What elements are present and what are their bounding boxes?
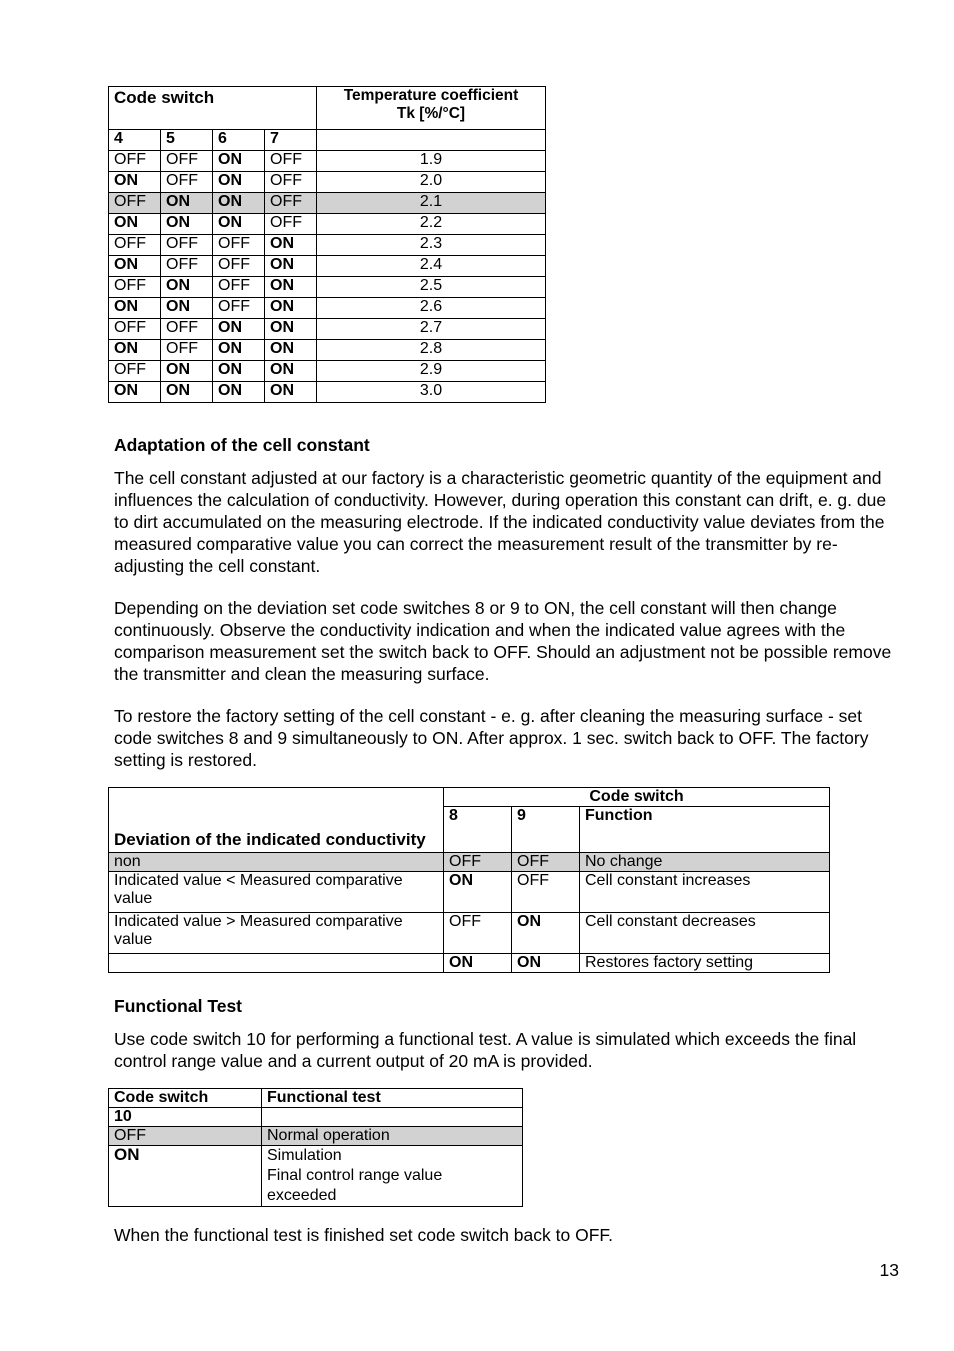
tk-value: 2.6 bbox=[317, 298, 546, 319]
header-code-switch: Code switch bbox=[109, 87, 317, 130]
switch-state: OFF bbox=[109, 151, 161, 172]
switch-state: OFF bbox=[265, 172, 317, 193]
switch-state: ON bbox=[161, 277, 213, 298]
header-switch-9: 9 bbox=[512, 807, 580, 853]
cell-constant-paragraph-1: The cell constant adjusted at our factory is a characteristic geometric quantity of the equipment and influences the calculation of conductivity. However, during operation this constant can drift, e. g. due to dirt accumulated on the measuring electrode. If the indicated conductivity value deviates from the measured comparative value you can correct the measurement result of the transmitter by re-adjusting the cell constant. bbox=[114, 468, 887, 576]
switch-8-state: OFF bbox=[444, 853, 512, 872]
table-row bbox=[109, 193, 546, 214]
header-function: Function bbox=[580, 807, 830, 853]
switch-state: ON bbox=[265, 256, 317, 277]
table-row bbox=[109, 853, 830, 872]
switch-9-state: OFF bbox=[512, 853, 580, 872]
switch-state: OFF bbox=[109, 193, 161, 214]
switch-state: ON bbox=[161, 361, 213, 382]
table-row bbox=[109, 298, 546, 319]
switch-state: ON bbox=[265, 382, 317, 403]
functional-test-paragraph: Use code switch 10 for performing a functional test. A value is simulated which exceeds the final control range value and a current output of 20 mA is provided. bbox=[114, 1029, 857, 1071]
switch-number: 4 bbox=[109, 130, 161, 151]
switch-state: ON bbox=[265, 298, 317, 319]
table-row bbox=[109, 1127, 523, 1146]
switch-state: ON bbox=[213, 151, 265, 172]
switch-state: OFF bbox=[161, 151, 213, 172]
switch-state: OFF bbox=[161, 235, 213, 256]
switch-8-state: OFF bbox=[444, 913, 512, 954]
tk-value: 2.9 bbox=[317, 361, 546, 382]
function-text: Restores factory setting bbox=[580, 954, 830, 973]
header-functional-test: Functional test bbox=[262, 1089, 523, 1108]
table-row bbox=[109, 913, 830, 954]
table-row bbox=[109, 256, 546, 277]
table-row bbox=[109, 361, 546, 382]
switch-8-state: ON bbox=[444, 954, 512, 973]
table-row bbox=[109, 172, 546, 193]
switch-state: ON bbox=[161, 298, 213, 319]
switch-state: OFF bbox=[161, 172, 213, 193]
tk-value: 2.0 bbox=[317, 172, 546, 193]
switch-state: ON bbox=[109, 382, 161, 403]
switch-state: ON bbox=[213, 382, 265, 403]
tk-value: 1.9 bbox=[317, 151, 546, 172]
deviation-text: Indicated value > Measured comparative value bbox=[109, 913, 444, 954]
switch-state: ON bbox=[109, 298, 161, 319]
switch-state: ON bbox=[109, 1146, 262, 1207]
tk-value: 2.2 bbox=[317, 214, 546, 235]
table-row bbox=[109, 277, 546, 298]
switch-state: OFF bbox=[109, 1127, 262, 1146]
table-row bbox=[109, 1146, 523, 1207]
switch-state: OFF bbox=[161, 340, 213, 361]
switch-state: ON bbox=[213, 361, 265, 382]
switch-state: OFF bbox=[109, 277, 161, 298]
switch-number: 6 bbox=[213, 130, 265, 151]
deviation-text: non bbox=[109, 853, 444, 872]
header-temperature-coefficient bbox=[317, 87, 546, 130]
switch-state: OFF bbox=[213, 235, 265, 256]
function-line: Simulation bbox=[267, 1147, 342, 1164]
tk-value: 2.5 bbox=[317, 277, 546, 298]
table-row bbox=[109, 382, 546, 403]
function-text: No change bbox=[580, 853, 830, 872]
switch-state: ON bbox=[265, 235, 317, 256]
switch-state: ON bbox=[265, 340, 317, 361]
tk-value: 2.7 bbox=[317, 319, 546, 340]
deviation-text: Indicated value < Measured comparative value bbox=[109, 872, 444, 913]
table-row bbox=[109, 340, 546, 361]
function-text bbox=[262, 1146, 523, 1207]
switch-state: ON bbox=[109, 214, 161, 235]
switch-state: ON bbox=[213, 319, 265, 340]
switch-8-state: ON bbox=[444, 872, 512, 913]
tk-value: 2.8 bbox=[317, 340, 546, 361]
table-row bbox=[109, 872, 830, 913]
switch-state: OFF bbox=[213, 277, 265, 298]
tk-value: 2.4 bbox=[317, 256, 546, 277]
switch-state: OFF bbox=[161, 256, 213, 277]
switch-9-state: ON bbox=[512, 913, 580, 954]
function-text: Cell constant increases bbox=[580, 872, 830, 913]
function-text: Cell constant decreases bbox=[580, 913, 830, 954]
table-row bbox=[109, 319, 546, 340]
switch-state: OFF bbox=[265, 151, 317, 172]
page-number: 13 bbox=[879, 1260, 899, 1280]
cell-constant-paragraph-3: To restore the factory setting of the cell constant - e. g. after cleaning the measuring surface - set code switches 8 and 9 simultaneously to ON. After approx. 1 sec. switch back to OFF. The factory setting is restored. bbox=[114, 706, 869, 770]
deviation-table bbox=[108, 787, 830, 973]
switch-state: OFF bbox=[213, 298, 265, 319]
temperature-coefficient-table bbox=[108, 86, 546, 403]
table-row bbox=[109, 214, 546, 235]
switch-state: ON bbox=[213, 172, 265, 193]
switch-state: ON bbox=[109, 340, 161, 361]
table-row bbox=[109, 151, 546, 172]
table-row bbox=[109, 235, 546, 256]
tk-value: 3.0 bbox=[317, 382, 546, 403]
table-row bbox=[109, 954, 830, 973]
function-line: Final control range value bbox=[267, 1167, 443, 1184]
functional-test-heading: Functional Test bbox=[114, 996, 243, 1016]
switch-state: OFF bbox=[109, 319, 161, 340]
switch-state: ON bbox=[109, 256, 161, 277]
functional-test-table bbox=[108, 1088, 523, 1207]
closing-text: When the functional test is finished set code switch back to OFF. bbox=[114, 1225, 613, 1245]
switch-state: OFF bbox=[109, 361, 161, 382]
switch-state: OFF bbox=[265, 193, 317, 214]
switch-state: ON bbox=[109, 172, 161, 193]
switch-state: ON bbox=[265, 361, 317, 382]
switch-state: OFF bbox=[161, 319, 213, 340]
switch-state: OFF bbox=[213, 256, 265, 277]
switch-number: 7 bbox=[265, 130, 317, 151]
switch-state: ON bbox=[213, 193, 265, 214]
switch-state: ON bbox=[213, 214, 265, 235]
switch-state: OFF bbox=[265, 214, 317, 235]
cell-constant-paragraph-2: Depending on the deviation set code switches 8 or 9 to ON, the cell constant will then change continuously. Observe the conductivity indication and when the indicated value agrees with the comparison measurement set the switch back to OFF. Should an adjustment not be possible remove the transmitter and clean the measuring surface. bbox=[114, 598, 892, 684]
header-tk-line1: Temperature coefficient bbox=[343, 87, 519, 104]
header-tk-line2: Tk [%/°C] bbox=[396, 105, 466, 122]
switch-state: ON bbox=[265, 319, 317, 340]
switch-number-row bbox=[109, 130, 546, 151]
deviation-text bbox=[109, 954, 444, 973]
switch-state: ON bbox=[161, 193, 213, 214]
tk-value: 2.1 bbox=[317, 193, 546, 214]
switch-state: ON bbox=[161, 214, 213, 235]
header-deviation: Deviation of the indicated conductivity bbox=[109, 788, 444, 853]
tk-value: 2.3 bbox=[317, 235, 546, 256]
switch-state: ON bbox=[213, 340, 265, 361]
switch-state: OFF bbox=[109, 235, 161, 256]
switch-state: ON bbox=[161, 382, 213, 403]
switch-number: 10 bbox=[109, 1108, 262, 1127]
switch-9-state: ON bbox=[512, 954, 580, 973]
function-line: exceeded bbox=[267, 1187, 337, 1204]
cell-constant-heading: Adaptation of the cell constant bbox=[114, 435, 370, 455]
switch-9-state: OFF bbox=[512, 872, 580, 913]
header-code-switch: Code switch bbox=[444, 788, 830, 807]
switch-state: ON bbox=[265, 277, 317, 298]
function-text: Normal operation bbox=[262, 1127, 523, 1146]
switch-number: 5 bbox=[161, 130, 213, 151]
header-switch-8: 8 bbox=[444, 807, 512, 853]
header-code-switch: Code switch bbox=[109, 1089, 262, 1108]
